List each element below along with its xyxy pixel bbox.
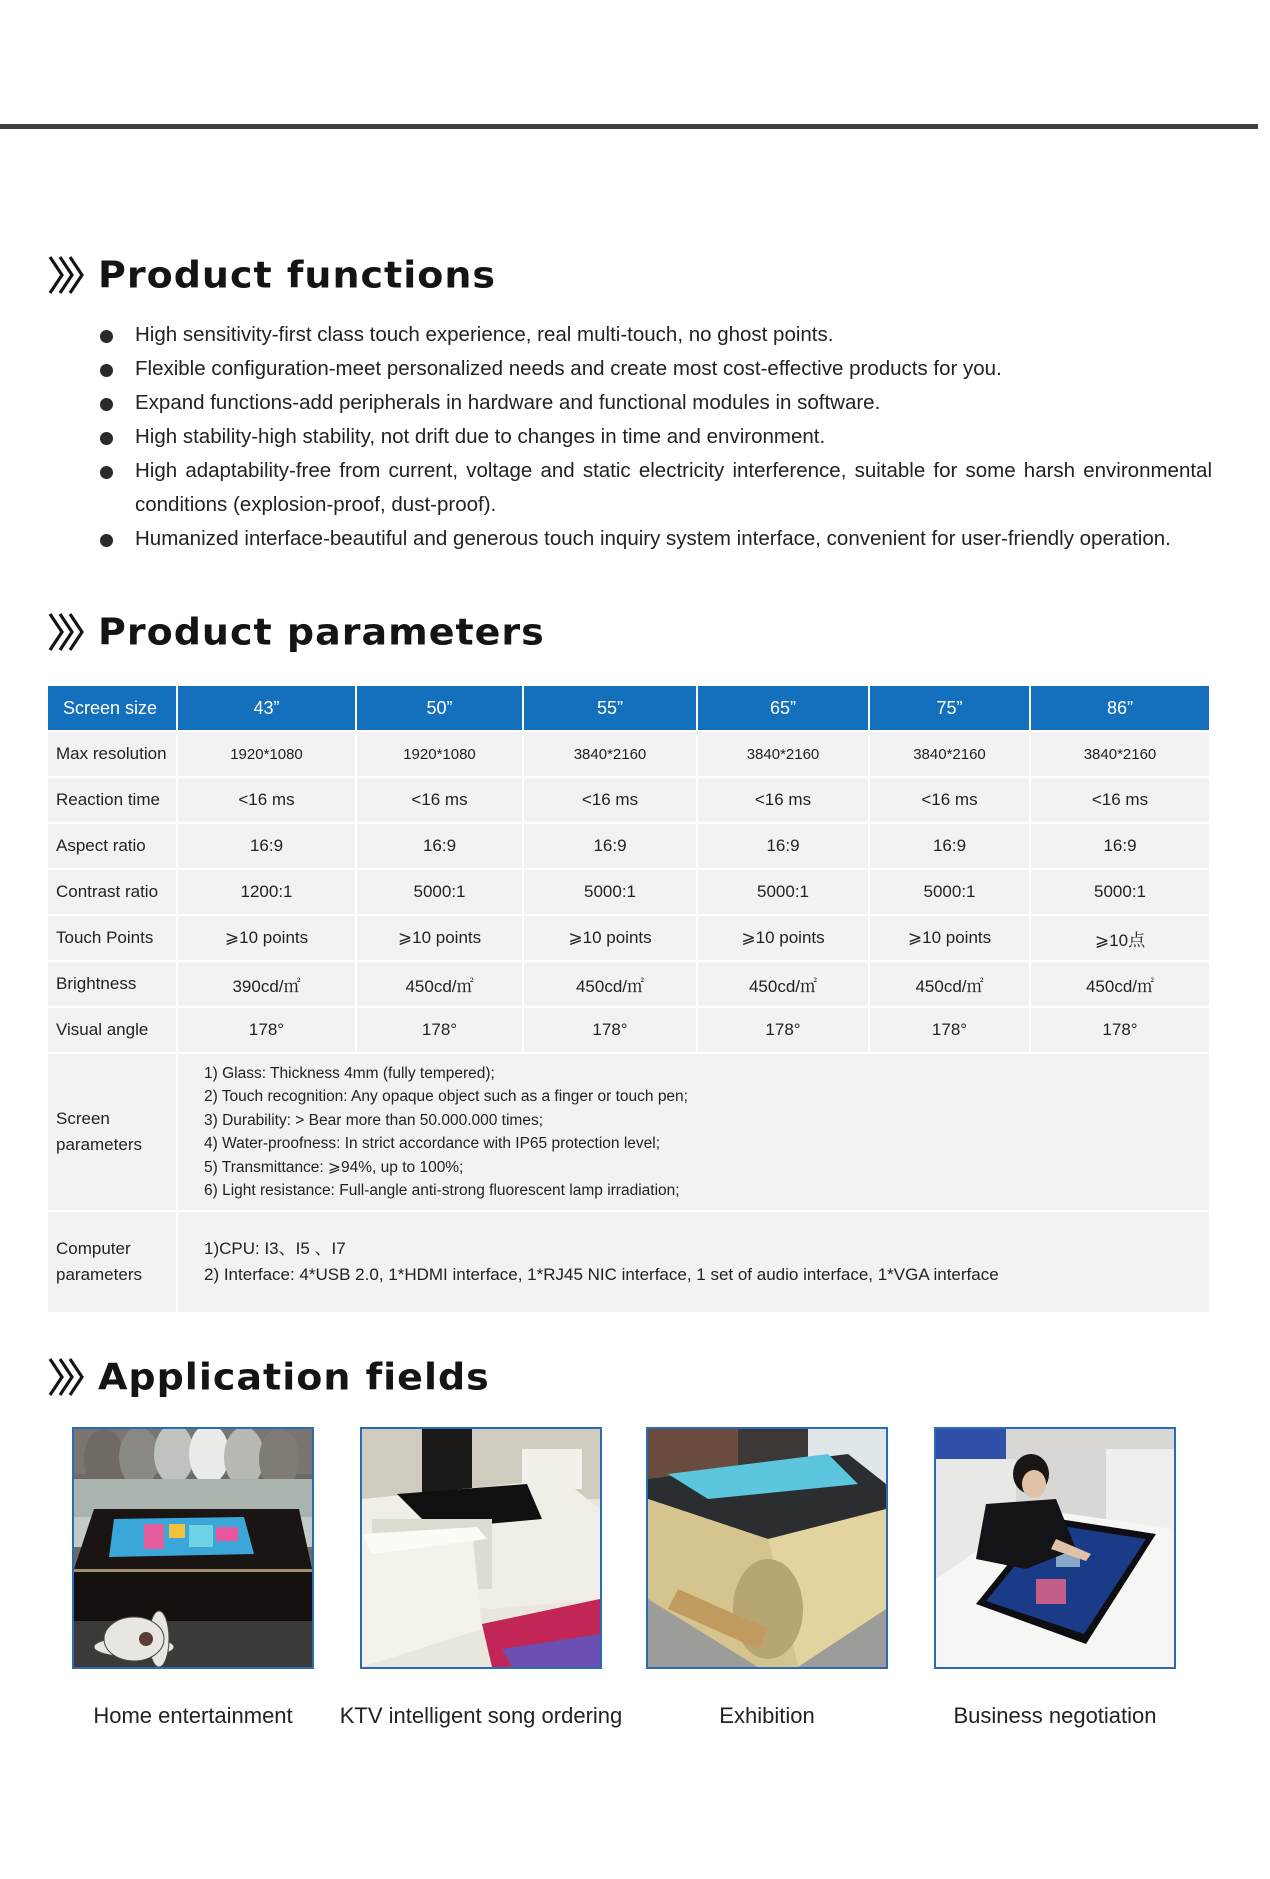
row-label-line: Computer [56,1239,131,1258]
application-business [934,1427,1176,1728]
table-cell: 178° [697,1007,869,1053]
row-label-line: parameters [56,1135,142,1154]
header-cell: 65” [697,686,869,731]
spec-line: 2) Touch recognition: Any opaque object such as a finger or touch pen; [204,1088,688,1105]
list-item [100,318,1212,352]
application-caption: Exhibition [719,1703,815,1728]
row-label [48,1211,177,1312]
row-label: Brightness [48,961,177,1007]
table-cell: 1920*1080 [177,731,356,777]
table-cell: 178° [356,1007,523,1053]
table-cell: 3840*2160 [523,731,697,777]
row-label: Touch Points [48,915,177,961]
table-cell: 3840*2160 [1030,731,1210,777]
table-cell: 450cd/㎡ [523,961,697,1007]
top-divider-rule [0,124,1258,129]
section-title: Product parameters [98,611,545,653]
triple-chevron-icon [48,255,86,295]
bullet-icon [100,466,113,479]
application-caption: KTV intelligent song ordering [339,1703,623,1728]
spec-line: 6) Light resistance: Full-angle anti-strong fluorescent lamp irradiation; [204,1182,680,1199]
spec-line: 2) Interface: 4*USB 2.0, 1*HDMI interface, 1*RJ45 NIC interface, 1 set of audio interface, 1*VGA interface [204,1265,999,1284]
function-text: High stability-high stability, not drift due to changes in time and environment. [135,425,826,448]
table-cell: ⩾10 points [523,915,697,961]
table-row [48,869,1210,915]
function-text: High sensitivity-first class touch experience, real multi-touch, no ghost points. [135,323,834,346]
table-cell: ⩾10 points [356,915,523,961]
table-cell: <16 ms [1030,777,1210,823]
table-row [48,731,1210,777]
spec-line: 1)CPU: I3、I5 、I7 [204,1239,346,1258]
table-cell: 450cd/㎡ [356,961,523,1007]
heading-product-parameters [48,610,545,654]
table-cell: ⩾10 points [177,915,356,961]
table-cell: 5000:1 [1030,869,1210,915]
table-cell: 5000:1 [697,869,869,915]
table-cell: <16 ms [177,777,356,823]
table-cell: 16:9 [869,823,1030,869]
table-row [48,777,1210,823]
header-cell: 75” [869,686,1030,731]
heading-application-fields [48,1355,490,1399]
row-label: Aspect ratio [48,823,177,869]
table-cell: 3840*2160 [697,731,869,777]
function-text: Expand functions-add peripherals in hardware and functional modules in software. [135,391,881,414]
table-cell: 178° [869,1007,1030,1053]
list-item [100,420,1212,454]
spec-line: 1) Glass: Thickness 4mm (fully tempered); [204,1064,495,1082]
table-row [48,961,1210,1007]
spec-line: 4) Water-proofness: In strict accordance with IP65 protection level; [204,1135,661,1152]
table-row [48,823,1210,869]
table-cell: 178° [177,1007,356,1053]
parameters-table [48,686,1211,1312]
table-row [48,915,1210,961]
function-text: Flexible configuration-meet personalized needs and create most cost-effective products for you. [135,357,1002,380]
header-cell: 55” [523,686,697,731]
row-label [48,1053,177,1211]
spec-line: 5) Transmittance: ⩾94%, up to 100%; [204,1158,464,1176]
table-cell: <16 ms [697,777,869,823]
list-item [100,386,1212,420]
computer-parameters-list [177,1211,1210,1312]
row-label: Visual angle [48,1007,177,1053]
table-cell: <16 ms [356,777,523,823]
application-ktv [339,1427,623,1728]
bullet-icon [100,432,113,445]
screen-parameters-list [177,1053,1210,1211]
application-caption: Home entertainment [93,1703,293,1728]
application-exhibition [646,1427,888,1728]
table-cell: <16 ms [869,777,1030,823]
business-table-photo [934,1427,1176,1669]
list-item [100,454,1212,522]
home-table-photo [72,1427,314,1669]
table-cell: 16:9 [697,823,869,869]
table-cell: <16 ms [523,777,697,823]
bullet-icon [100,330,113,343]
screen-parameters-row [48,1053,1210,1211]
table-cell: 390cd/㎡ [177,961,356,1007]
row-label-line: Screen [56,1109,110,1128]
table-cell: 5000:1 [356,869,523,915]
table-cell: ⩾10点 [1030,915,1210,961]
table-cell: 450cd/㎡ [869,961,1030,1007]
exhibition-table-photo [646,1427,888,1669]
section-title: Application fields [98,1356,490,1398]
spec-line: 3) Durability: > Bear more than 50.000.000 times; [204,1111,544,1129]
table-row [48,1007,1210,1053]
bullet-icon [100,398,113,411]
table-cell: 16:9 [1030,823,1210,869]
bullet-icon [100,364,113,377]
header-cell: Screen size [48,686,177,731]
table-cell: 5000:1 [523,869,697,915]
row-label: Max resolution [48,731,177,777]
functions-list [100,318,1212,556]
header-cell: 43” [177,686,356,731]
table-cell: 16:9 [523,823,697,869]
row-label: Contrast ratio [48,869,177,915]
bullet-icon [100,534,113,547]
table-cell: 3840*2160 [869,731,1030,777]
row-label-line: parameters [56,1265,142,1284]
list-item [100,522,1212,556]
computer-parameters-row [48,1211,1210,1312]
table-cell: 178° [523,1007,697,1053]
table-header-row [48,686,1210,731]
header-cell: 86” [1030,686,1210,731]
table-cell: 16:9 [177,823,356,869]
application-home [72,1427,314,1728]
section-title: Product functions [98,254,497,296]
table-cell: ⩾10 points [697,915,869,961]
table-cell: 16:9 [356,823,523,869]
table-cell: 1920*1080 [356,731,523,777]
triple-chevron-icon [48,1357,86,1397]
function-text: Humanized interface-beautiful and generous touch inquiry system interface, convenient for user-friendly operation. [135,527,1171,550]
table-cell: ⩾10 points [869,915,1030,961]
function-text: High adaptability-free from current, voltage and static electricity interference, suitable for some harsh environmental conditions (explosion-proof, dust-proof). [135,459,1212,516]
list-item [100,352,1212,386]
application-caption: Business negotiation [953,1703,1157,1728]
table-cell: 178° [1030,1007,1210,1053]
table-cell: 5000:1 [869,869,1030,915]
table-cell: 450cd/㎡ [697,961,869,1007]
header-cell: 50” [356,686,523,731]
table-cell: 450cd/㎡ [1030,961,1210,1007]
table-cell: 1200:1 [177,869,356,915]
row-label: Reaction time [48,777,177,823]
triple-chevron-icon [48,612,86,652]
heading-product-functions [48,253,496,297]
ktv-table-photo [360,1427,602,1669]
